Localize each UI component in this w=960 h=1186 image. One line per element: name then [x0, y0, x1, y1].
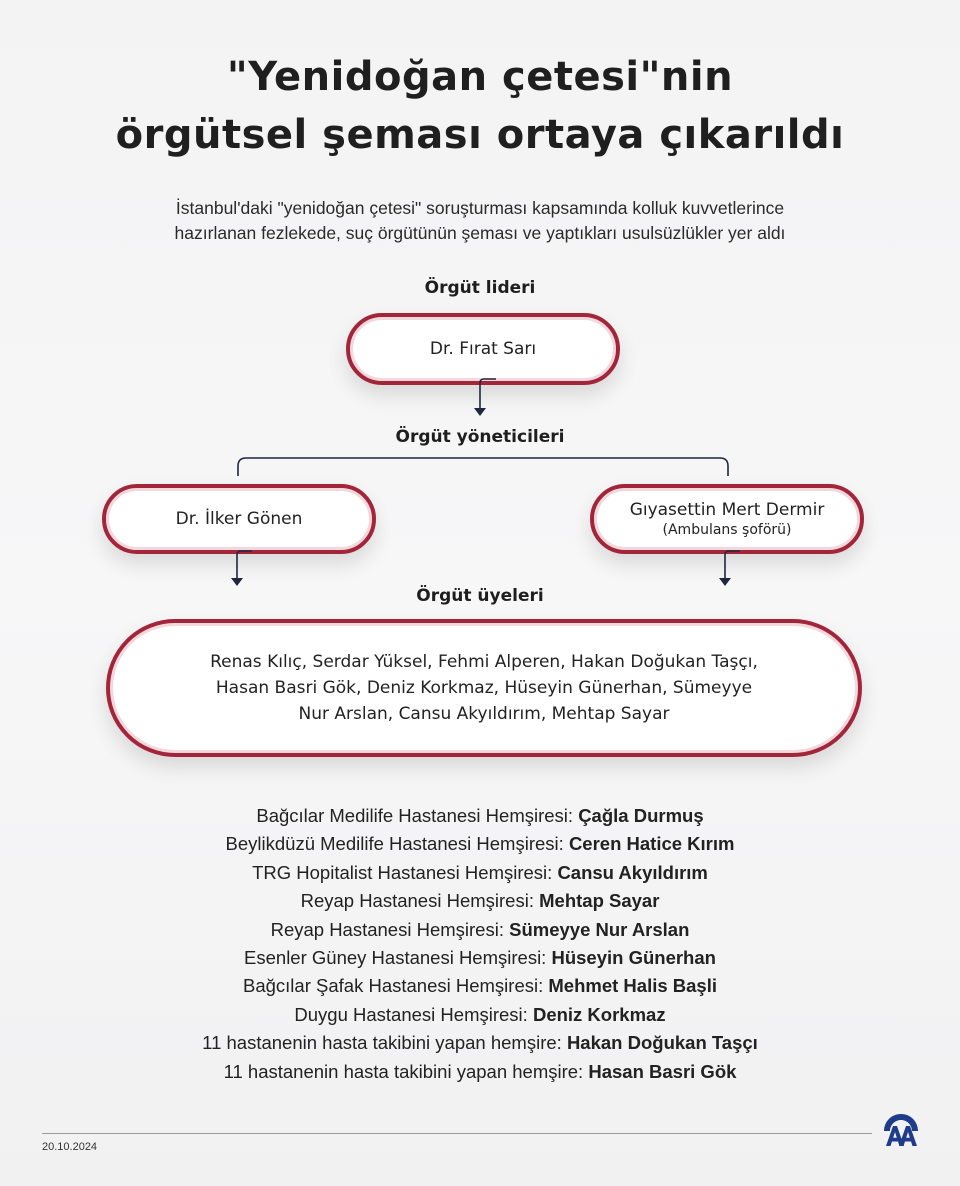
managers-bracket	[238, 458, 728, 476]
members-line-1: Renas Kılıç, Serdar Yüksel, Fehmi Alperen, Hakan Doğukan Taşçı,	[210, 652, 758, 672]
nurse-name: Hakan Doğukan Taşçı	[566, 1032, 758, 1054]
leader-name: Dr. Fırat Sarı	[429, 339, 537, 359]
left-arrow-line	[237, 551, 252, 580]
right-arrow-line	[725, 551, 740, 580]
members-heading: Örgüt üyeleri	[416, 586, 544, 606]
footer-divider	[42, 1133, 872, 1134]
leader-arrow-line	[480, 379, 496, 410]
manager-right-name: Gıyasettin Mert Dermir	[629, 500, 825, 520]
nurse-role: Reyap Hastanesi Hemşiresi:	[300, 890, 534, 912]
nurse-name: Deniz Korkmaz	[532, 1003, 666, 1025]
leader-heading: Örgüt lideri	[424, 278, 536, 298]
nurse-role: Beylikdüzü Medilife Hastanesi Hemşiresi:	[225, 833, 564, 855]
managers-heading: Örgüt yöneticileri	[395, 427, 565, 447]
nurse-row	[0, 916, 960, 944]
nurse-list	[0, 802, 960, 1086]
nurse-row	[0, 1029, 960, 1057]
members-line-3: Nur Arslan, Cansu Akyıldırım, Mehtap Sayar	[298, 704, 670, 724]
subtitle-line-2: hazırlanan fezlekede, suç örgütünün şeması ve yaptıkları usulsüzlükler yer aldı	[174, 223, 786, 243]
leader-arrow-head	[474, 408, 486, 416]
nurse-row	[0, 859, 960, 887]
nurse-role: Bağcılar Şafak Hastanesi Hemşiresi:	[243, 975, 544, 997]
nurse-row	[0, 1001, 960, 1029]
subtitle-line-1: İstanbul'daki "yenidoğan çetesi" soruşturması kapsamında kolluk kuvvetlerince	[175, 198, 785, 218]
aa-logo-icon	[882, 1112, 920, 1148]
nurse-row	[0, 944, 960, 972]
nurse-role: Esenler Güney Hastanesi Hemşiresi:	[244, 947, 547, 969]
nurse-role: Duygu Hastanesi Hemşiresi:	[294, 1003, 528, 1025]
footer-date: 20.10.2024	[42, 1141, 98, 1153]
nurse-name: Çağla Durmuş	[578, 805, 704, 826]
members-box	[106, 619, 862, 757]
members-line-2: Hasan Basri Gök, Deniz Korkmaz, Hüseyin Günerhan, Sümeyye	[215, 678, 753, 698]
nurse-role: Reyap Hastanesi Hemşiresi:	[270, 918, 504, 940]
members-list	[160, 649, 808, 727]
nurse-name: Mehtap Sayar	[539, 890, 660, 912]
nurse-row	[0, 887, 960, 915]
nurse-role: Bağcılar Medilife Hastanesi Hemşiresi:	[256, 805, 574, 826]
nurse-row	[0, 1058, 960, 1086]
nurse-role: 11 hastanenin hasta takibini yapan hemşire:	[202, 1032, 562, 1054]
nurse-name: Hüseyin Günerhan	[551, 947, 716, 969]
nurse-name: Hasan Basri Gök	[588, 1060, 737, 1082]
nurse-name: Sümeyye Nur Arslan	[509, 918, 690, 940]
nurse-name: Mehmet Halis Başli	[548, 975, 717, 997]
title-line-1: "Yenidoğan çetesi"nin	[226, 54, 734, 100]
title-line-2: örgütsel şeması ortaya çıkarıldı	[115, 112, 845, 158]
manager-right-role: (Ambulans şoförü)	[662, 522, 792, 538]
nurse-role: 11 hastanenin hasta takibini yapan hemşire:	[223, 1060, 584, 1082]
nurse-row	[0, 802, 960, 830]
nurse-role: TRG Hopitalist Hastanesi Hemşiresi:	[252, 861, 553, 883]
right-arrow-head	[719, 578, 731, 586]
nurse-row	[0, 830, 960, 858]
manager-left-name: Dr. İlker Gönen	[175, 509, 303, 529]
nurse-row	[0, 972, 960, 1000]
nurse-name: Ceren Hatice Kırım	[568, 833, 735, 855]
left-arrow-head	[231, 578, 243, 586]
nurse-name: Cansu Akyıldırım	[557, 861, 708, 883]
